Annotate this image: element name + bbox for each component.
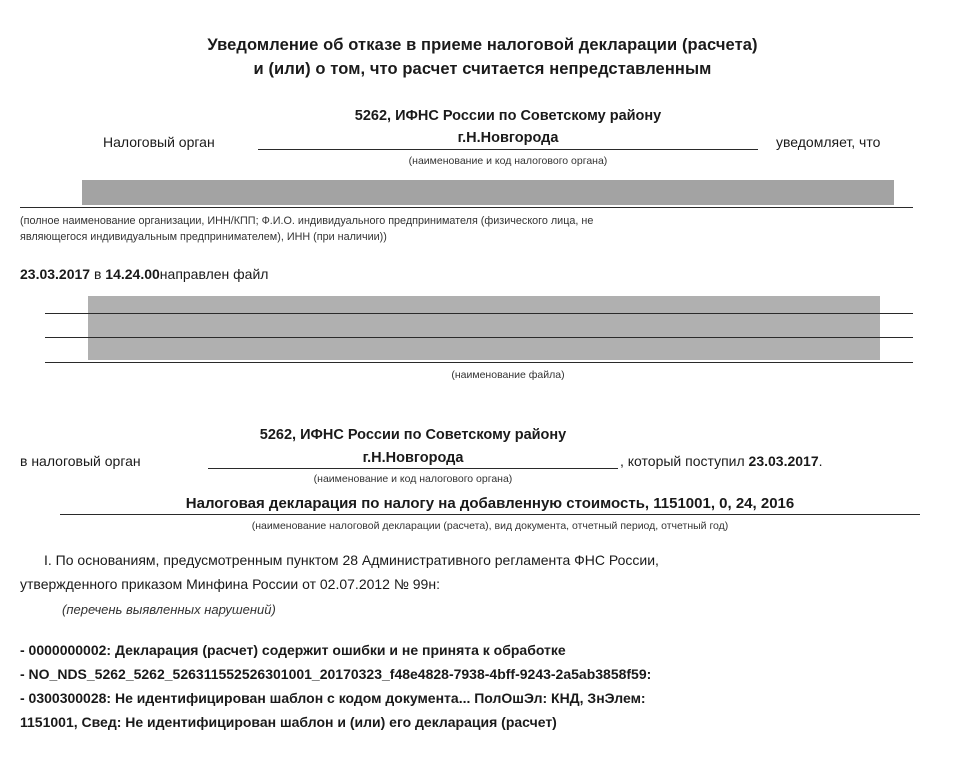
receiving-authority-name-line1: 5262, ИФНС России по Советскому району (259, 427, 567, 443)
document-title-line1: Уведомление об отказе в приеме налоговой декларации (расчета) (207, 36, 758, 54)
grounds-line2: утвержденного приказом Минфина России от 02.07.2012 № 99н: (20, 576, 440, 592)
taxpayer-caption-line2: являющегося индивидуальным предпринимателем), ИНН (при наличии)) (20, 231, 387, 243)
file-sent-time: 14.24.00 (105, 266, 160, 282)
tax-authority-label: Налоговый орган (103, 134, 215, 150)
file-name-underline-1 (45, 313, 913, 314)
tax-authority-name-line2: г.Н.Новгорода (457, 130, 559, 146)
taxpayer-underline (20, 207, 913, 208)
violations-list-caption: (перечень выявленных нарушений) (62, 602, 276, 617)
received-period: . (818, 453, 823, 469)
grounds-line1: I. По основаниям, предусмотренным пунктом 28 Административного регламента ФНС России, (44, 552, 659, 568)
declaration-name: Налоговая декларация по налогу на добавленную стоимость, 1151001, 0, 24, 2016 (185, 495, 795, 512)
received-date: 23.03.2017 (748, 453, 819, 469)
violation-item: - NO_NDS_5262_5262_526311552526301001_20170323_f48e4828-7938-4bff-9243-2a5ab3858f59: (20, 666, 652, 682)
file-name-caption: (наименование файла) (451, 369, 565, 381)
tax-authority-name-line1: 5262, ИФНС России по Советскому району (354, 108, 662, 124)
file-sent-text: направлен файл (159, 266, 269, 282)
file-sent-line (20, 266, 268, 282)
violation-item: - 0300300028: Не идентифицирован шаблон с кодом документа... ПолОшЭл: КНД, ЗнЭлем: (20, 690, 646, 706)
document-title-line2: и (или) о том, что расчет считается непредставленным (253, 60, 712, 78)
received-line (620, 453, 823, 469)
taxpayer-caption-line1: (полное наименование организации, ИНН/КПП; Ф.И.О. индивидуального предпринимателя (физического лица, не (20, 215, 594, 227)
file-name-underline-3 (45, 362, 913, 363)
violation-item: - 0000000002: Декларация (расчет) содержит ошибки и не принята к обработке (20, 642, 566, 658)
receiving-authority-name-line2: г.Н.Новгорода (362, 450, 464, 466)
declaration-underline (60, 514, 920, 515)
notifies-label: уведомляет, что (776, 134, 881, 150)
file-name-underline-2 (45, 337, 913, 338)
file-sent-date: 23.03.2017 (20, 266, 91, 282)
violation-item: 1151001, Свед: Не идентифицирован шаблон и (или) его декларация (расчет) (20, 714, 557, 730)
taxpayer-redacted (82, 180, 894, 205)
receiving-authority-underline (208, 468, 618, 469)
receiving-authority-caption: (наименование и код налогового органа) (313, 473, 513, 485)
file-sent-in: в (90, 266, 106, 282)
tax-authority-caption: (наименование и код налогового органа) (408, 155, 608, 167)
file-name-redacted (88, 296, 880, 360)
tax-authority-underline (258, 149, 758, 150)
received-label: , который поступил (620, 453, 749, 469)
receiving-authority-label: в налоговый орган (20, 453, 141, 469)
declaration-caption: (наименование налоговой декларации (расчета), вид документа, отчетный период, отчетный год) (251, 520, 729, 532)
